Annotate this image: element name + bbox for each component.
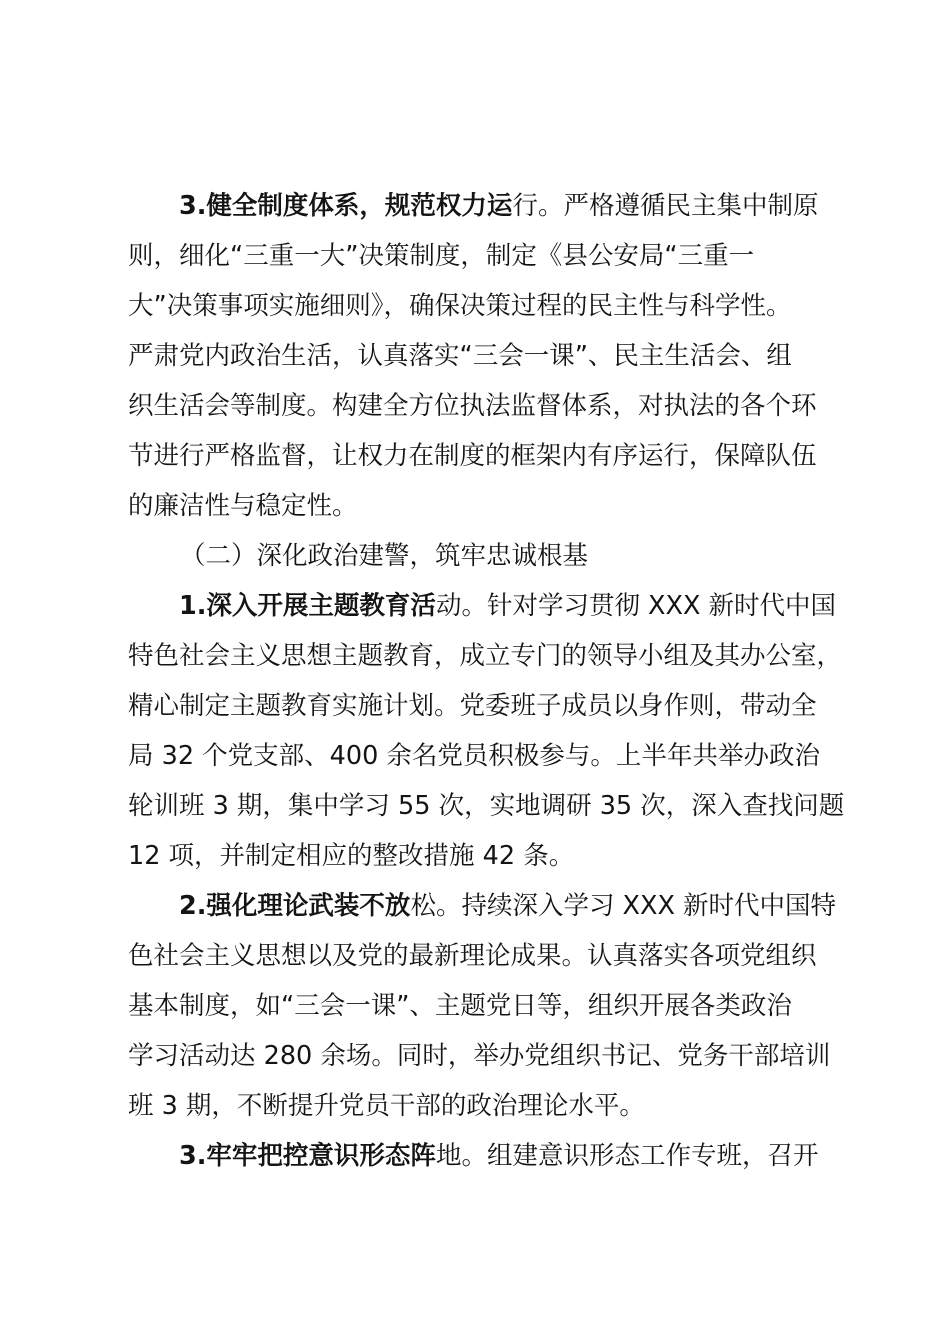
paragraph-line: 学习活动达 280 余场。同时，举办党组织书记、党务干部培训 [128,1041,831,1071]
paragraph-text: 地。组建意识形态工作专班，召开 [435,1141,819,1171]
paragraph-line: 精心制定主题教育实施计划。党委班子成员以身作则，带动全 [128,691,817,721]
paragraph-line: 班 3 期，不断提升党员干部的政治理论水平。 [128,1091,645,1121]
paragraph-lead: 2.强化理论武装不放 [179,891,411,921]
paragraph-line: 局 32 个党支部、400 余名党员积极参与。上半年共举办政治 [128,741,820,771]
paragraph-lead: 1.深入开展主题教育活 [179,591,436,621]
paragraph-line: 则，细化“三重一大”决策制度，制定《县公安局“三重一 [128,241,755,271]
paragraph-lead: 3.健全制度体系，规范权力运 [179,191,513,221]
paragraph-line: 节进行严格监督，让权力在制度的框架内有序运行，保障队伍 [128,441,817,471]
paragraph-line: 特色社会主义思想主题教育，成立专门的领导小组及其办公室， [128,641,843,671]
paragraph-line: 大”决策事项实施细则》，确保决策过程的民主性与科学性。 [128,291,792,321]
paragraph-first-line [179,888,836,924]
paragraph-line: 严肃党内政治生活，认真落实“三会一课”、民主生活会、组 [128,341,792,371]
paragraph-line: 的廉洁性与稳定性。 [128,491,358,521]
paragraph-line: 织生活会等制度。构建全方位执法监督体系，对执法的各个环 [128,391,817,421]
paragraph-text: 行。严格遵循民主集中制原 [512,191,819,221]
paragraph-first-line [179,188,818,224]
paragraph-text: 松。持续深入学习 XXX 新时代中国特 [410,891,837,921]
paragraph-first-line [179,588,836,624]
section-heading: （二）深化政治建警，筑牢忠诚根基 [180,541,589,571]
paragraph-text: 动。针对学习贯彻 XXX 新时代中国 [435,591,837,621]
paragraph-first-line [179,1138,818,1174]
paragraph-line: 轮训班 3 期，集中学习 55 次，实地调研 35 次，深入查找问题 [128,791,845,821]
paragraph-line: 12 项，并制定相应的整改措施 42 条。 [128,841,575,871]
paragraph-line: 基本制度，如“三会一课”、主题党日等，组织开展各类政治 [128,991,792,1021]
paragraph-line: 色社会主义思想以及党的最新理论成果。认真落实各项党组织 [128,941,817,971]
paragraph-lead: 3.牢牢把控意识形态阵 [179,1141,436,1171]
